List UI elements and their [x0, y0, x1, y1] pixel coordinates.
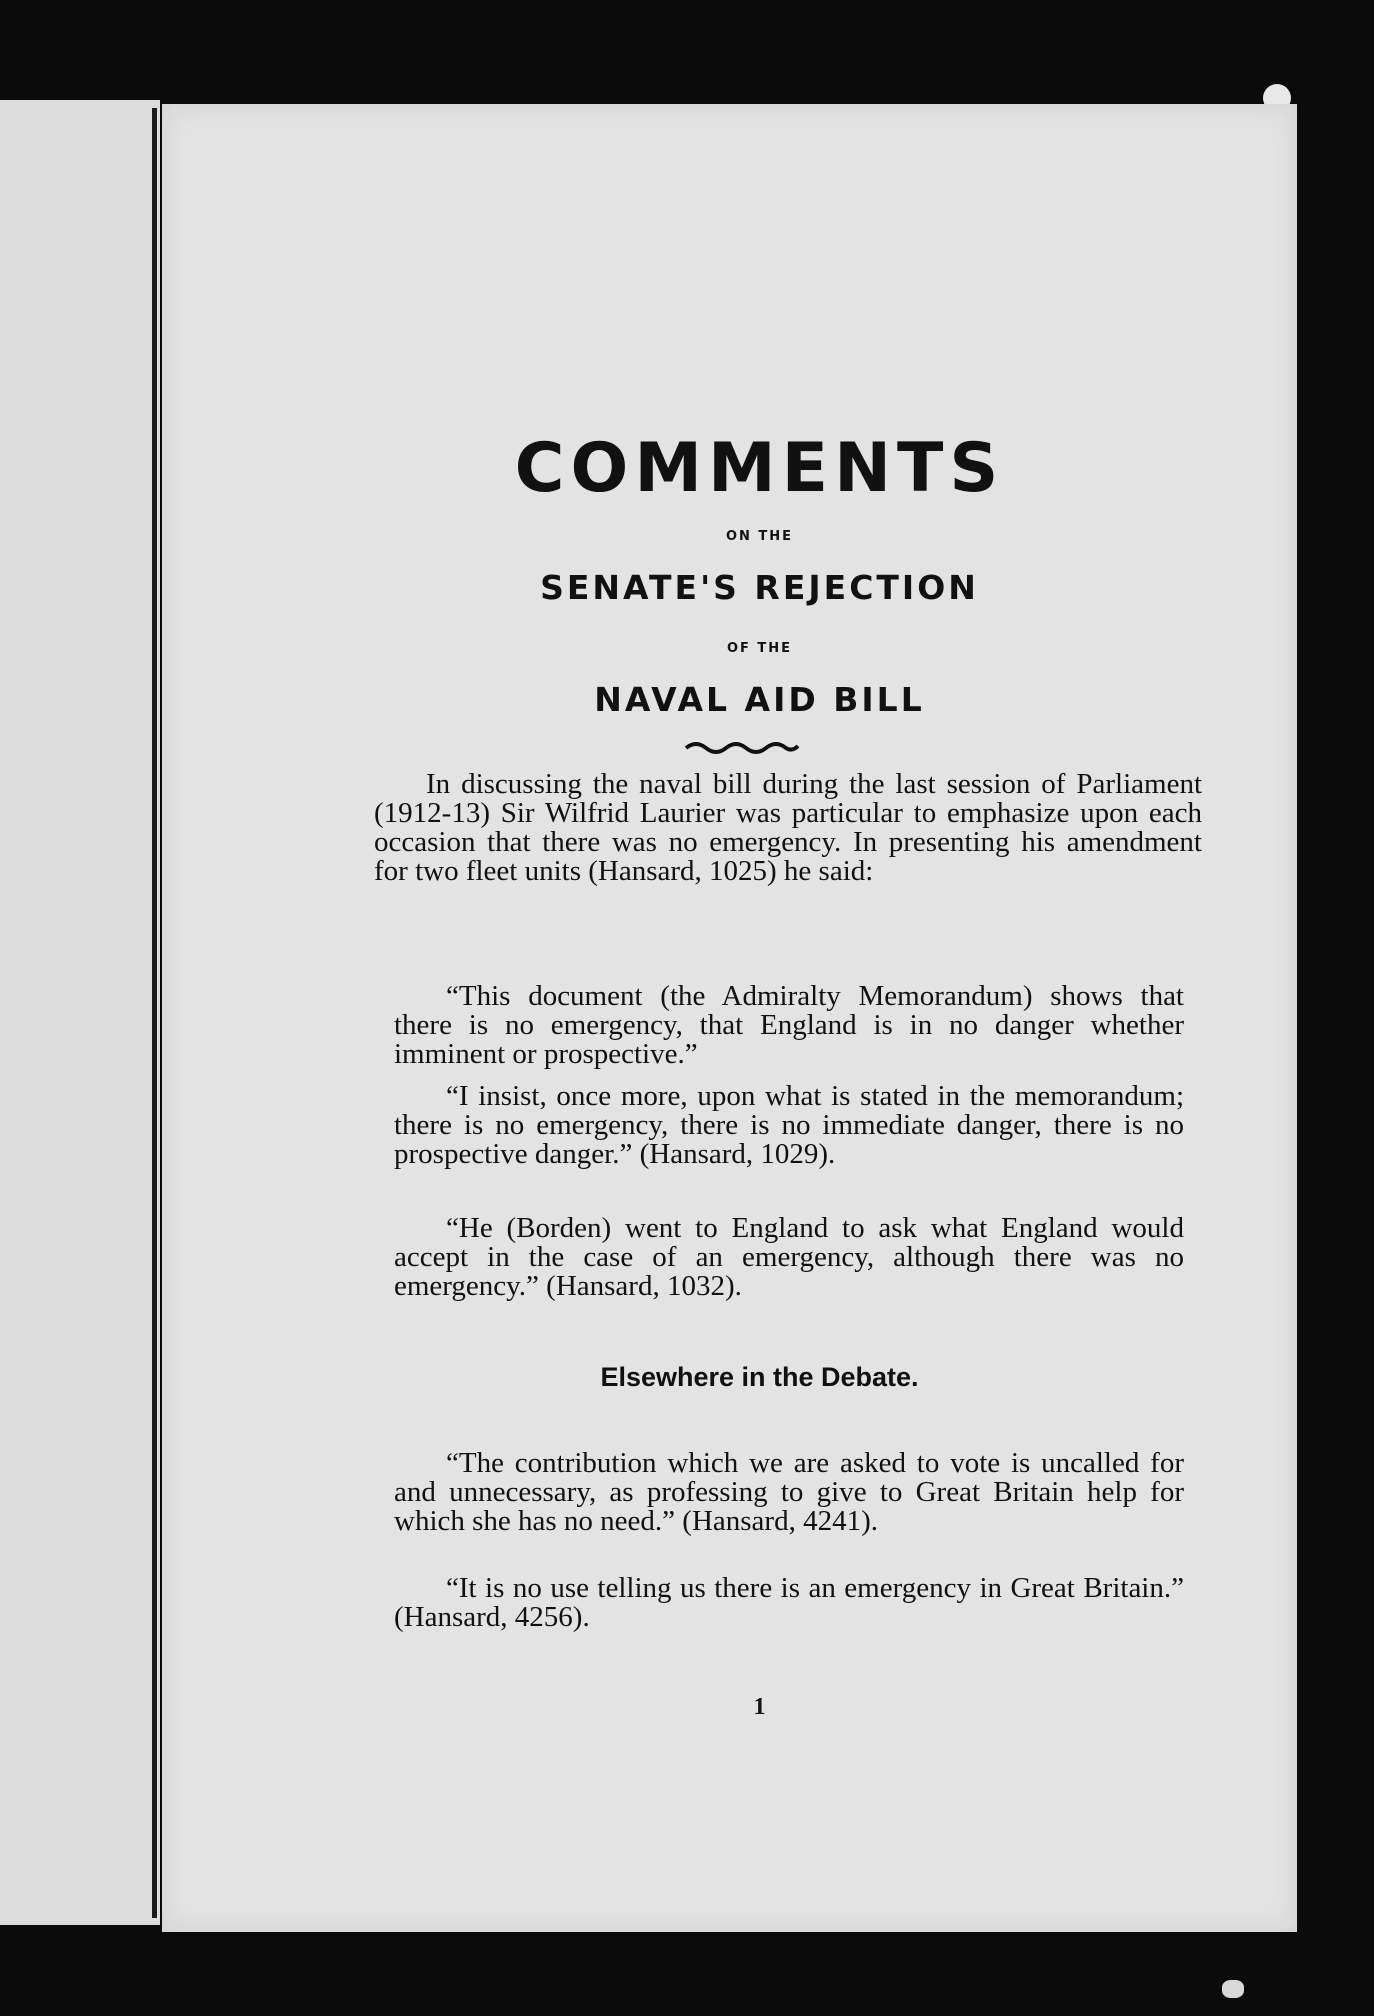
section-heading: Elsewhere in the Debate. — [600, 1362, 919, 1392]
corner-stain-mark — [1222, 1980, 1244, 1998]
decorative-squiggle — [682, 736, 802, 756]
page-number: 1 — [753, 1694, 766, 1720]
debate-quote-1: “The contribution which we are asked to vote is uncalled for and unnecessary, as professing to give to Great Britain help for which she has no need.” (Hansard, 4241). — [394, 1447, 1184, 1537]
document-title: COMMENTS — [514, 429, 1005, 508]
binding-gutter — [152, 108, 157, 1918]
left-page-edge — [0, 100, 160, 1925]
quote-paragraph-3: “He (Borden) went to England to ask what England would accept in the case of an emergency, although there was no emergency.” (Hansard, 1032). — [394, 1212, 1184, 1302]
document-subtitle: SENATE'S REJECTION — [540, 568, 979, 607]
title-connector-on-the: ON THE — [725, 529, 794, 544]
debate-quote-2: “It is no use telling us there is an emergency in Great Britain.” (Hansard, 4256). — [394, 1572, 1184, 1633]
title-connector-of-the: OF THE — [726, 641, 793, 656]
document-page — [162, 104, 1297, 1932]
quote-paragraph-2: “I insist, once more, upon what is stated in the memorandum; there is no emergency, there is no immediate danger, there is no prospective danger.” (Hansard, 1029). — [394, 1080, 1184, 1170]
document-subject: NAVAL AID BILL — [594, 680, 925, 719]
intro-paragraph: In discussing the naval bill during the last session of Parliament (1912-13) Sir Wilfrid Laurier was particular to emphasize upon each occasion that there was no emergency. In presenting his amendment for two fleet units (Hansard, 1025) he said: — [374, 768, 1202, 887]
quote-paragraph-1: “This document (the Admiralty Memorandum) shows that there is no emergency, that England is in no danger whether imminent or prospective.” — [394, 980, 1184, 1070]
